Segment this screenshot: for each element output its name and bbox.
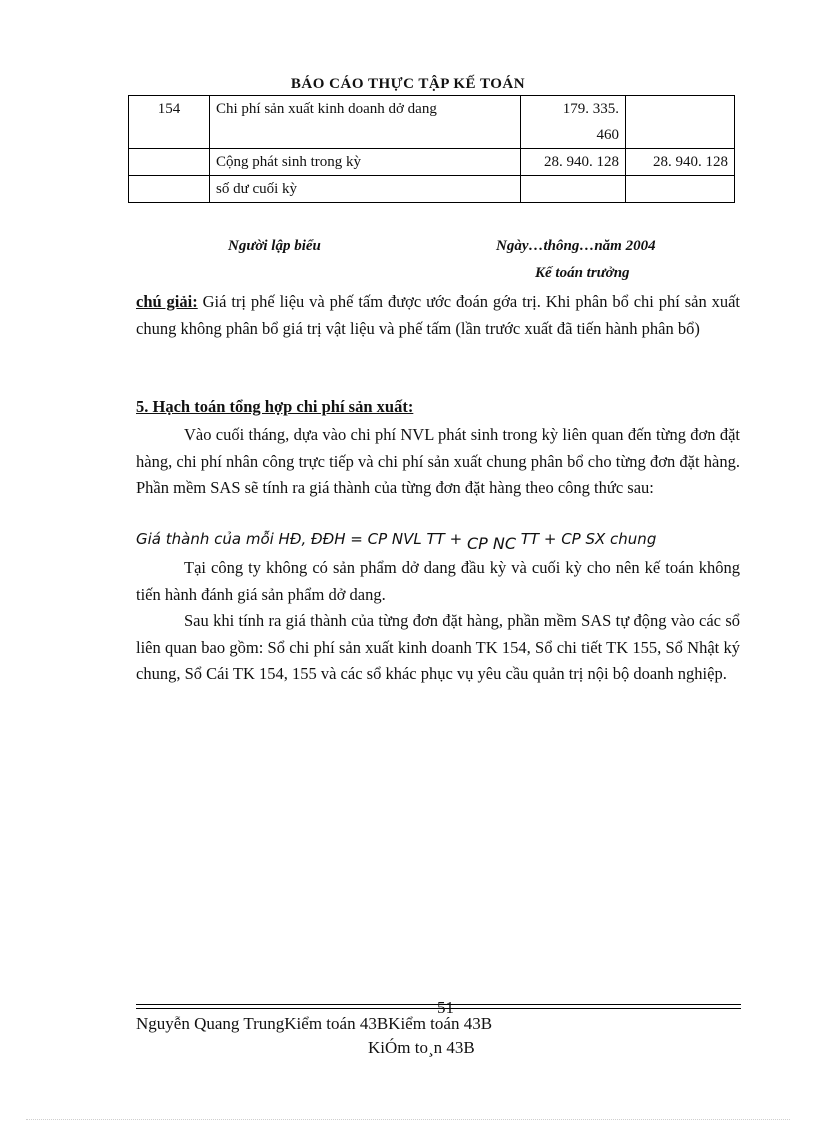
table-row xyxy=(129,149,735,176)
description-cell: Chi phí sản xuất kinh doanh dở dang xyxy=(210,96,521,149)
date-line: Ngày…thông…năm 2004 xyxy=(496,238,656,254)
debit-value-line2: 460 xyxy=(596,127,619,143)
debit-cell: 28. 940. 128 xyxy=(521,149,626,176)
note-label: chú giải: xyxy=(136,292,198,311)
table-row xyxy=(129,176,735,203)
formula-part-3: TT + CP SX chung xyxy=(516,530,657,548)
section-paragraph-3: Sau khi tính ra giá thành của từng đơn đặt hàng, phần mềm SAS tự động vào các sổ liên quan bao gồm: Sổ chi phí sản xuất kinh doanh TK 154, Sổ chi tiết TK 155, Sổ Nhật ký chung, Sổ Cái TK 154, 155 và các sổ khác phục vụ yêu cầu quản trị nội bộ doanh nghiệp. xyxy=(136,611,740,683)
note-paragraph xyxy=(136,289,740,342)
footer-author-line: Nguyễn Quang TrungKiểm toán 43BKiểm toán 43B xyxy=(136,1014,493,1033)
account-code-cell xyxy=(129,176,210,203)
page-number: 51 xyxy=(437,998,454,1017)
account-code-cell: 154 xyxy=(129,96,210,149)
credit-cell xyxy=(626,96,735,149)
cost-formula xyxy=(136,529,756,553)
section-heading: 5. Hạch toán tổng hợp chi phí sản xuất: xyxy=(136,397,414,416)
formula-part-2: CP NC xyxy=(466,534,516,553)
formula-part-1: Giá thành của mỗi HĐ, ĐĐH = CP NVL TT + xyxy=(136,530,467,548)
report-header-title: BÁO CÁO THỰC TẬP KẾ TOÁN xyxy=(290,76,526,92)
section-paragraph-2: Tại công ty không có sản phẩm dở dang đầu kỳ và cuối kỳ cho nên kế toán không tiến hành đánh giá sản phẩm dở dang. xyxy=(136,558,740,604)
note-text: Giá trị phế liệu và phế tấm được ước đoán gớa trị. Khi phân bổ chi phí sản xuất chung không phân bổ giá trị vật liệu và phế tấm (lần trước xuất đã tiến hành phân bổ) xyxy=(136,292,741,338)
credit-cell: 28. 940. 128 xyxy=(626,149,735,176)
debit-cell xyxy=(521,176,626,203)
description-cell: số dư cuối kỳ xyxy=(210,176,521,203)
debit-value-line1: 179. 335. xyxy=(562,101,619,117)
footer-dept-line: KiÓm to¸n 43B xyxy=(368,1038,475,1057)
chief-accountant-label: Kế toán trưởng xyxy=(535,265,630,281)
table-row xyxy=(129,96,735,149)
page-bottom-edge xyxy=(26,1119,790,1120)
credit-cell xyxy=(626,176,735,203)
preparer-signature-label: Người lập biểu xyxy=(228,238,321,254)
debit-cell xyxy=(521,96,626,149)
ledger-table xyxy=(128,95,735,203)
account-code-cell xyxy=(129,149,210,176)
description-cell: Cộng phát sinh trong kỳ xyxy=(210,149,521,176)
section-paragraph-1: Vào cuối tháng, dựa vào chi phí NVL phát sinh trong kỳ liên quan đến từng đơn đặt hàng, chi phí nhân công trực tiếp và chi phí sản xuất chung phân bổ cho từng đơn đặt hàng. Phần mềm SAS sẽ tính ra giá thành của từng đơn đặt hàng theo công thức sau: xyxy=(136,425,740,497)
